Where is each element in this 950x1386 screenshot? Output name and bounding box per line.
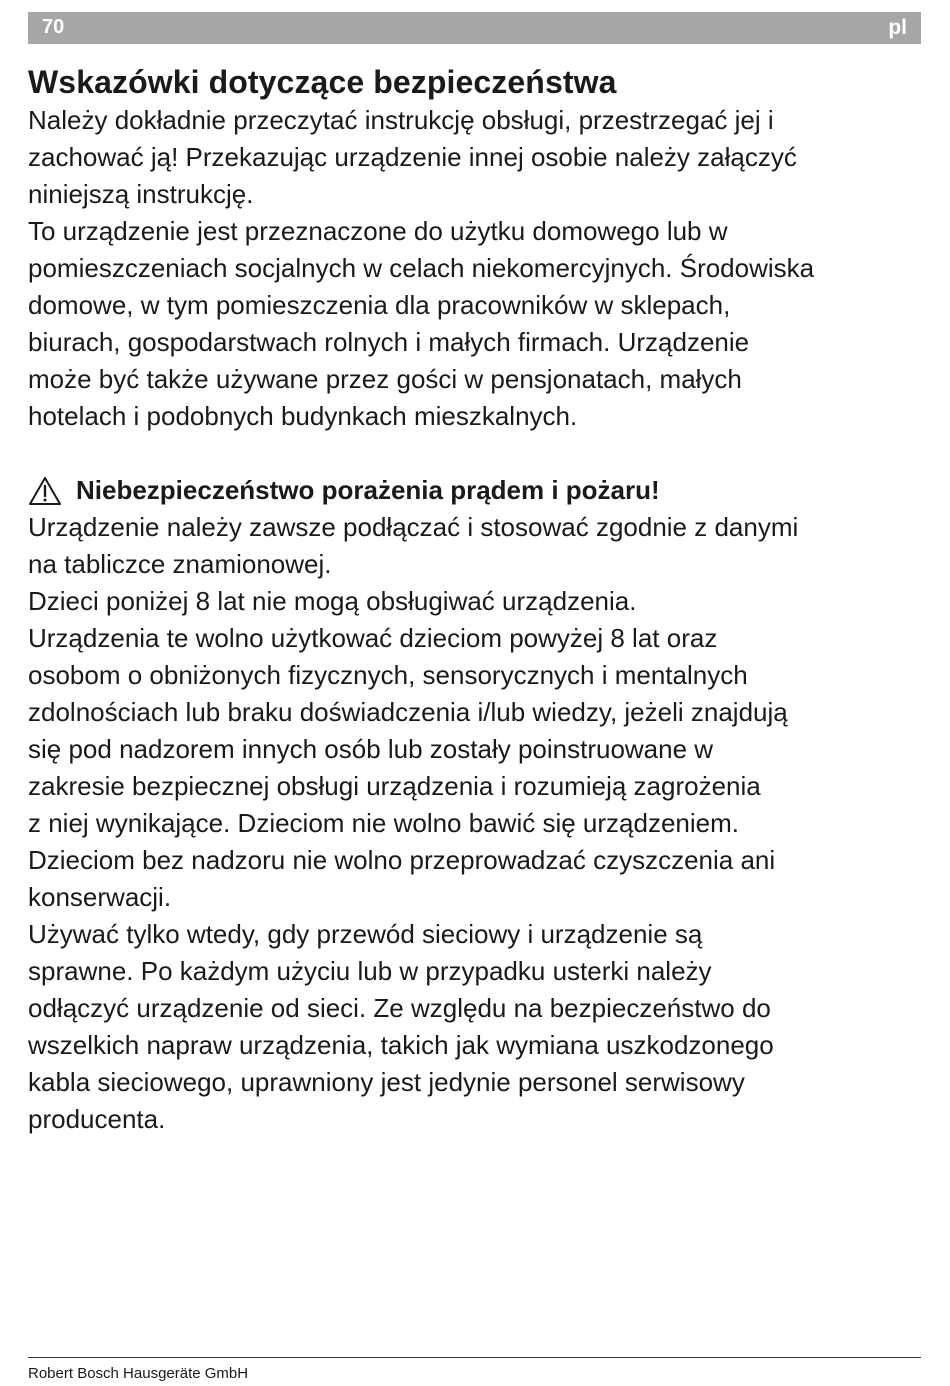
text-line: pomieszczeniach socjalnych w celach niekomercyjnych. Środowiska <box>28 253 815 283</box>
main-content <box>28 62 928 1138</box>
warning-triangle-icon <box>28 476 62 506</box>
text-line: może być także używane przez gości w pensjonatach, małych <box>28 364 742 394</box>
text-line: zachować ją! Przekazując urządzenie innej osobie należy załączyć <box>28 142 797 172</box>
text-line: wszelkich napraw urządzenia, takich jak wymiana uszkodzonego <box>28 1030 774 1060</box>
text-line: na tabliczce znamionowej. <box>28 549 332 579</box>
language-code: pl <box>888 16 907 39</box>
section-spacer <box>28 435 928 472</box>
text-line: sprawne. Po każdym użyciu lub w przypadku usterki należy <box>28 956 712 986</box>
text-line: osobom o obniżonych fizycznych, sensorycznych i mentalnych <box>28 660 748 690</box>
text-line: To urządzenie jest przeznaczone do użytku domowego lub w <box>28 216 728 246</box>
text-line: zakresie bezpiecznej obsługi urządzenia i rozumieją zagrożenia <box>28 771 761 801</box>
text-line: zdolnościach lub braku doświadczenia i/lub wiedzy, jeżeli znajdują <box>28 697 788 727</box>
text-line: Dzieci poniżej 8 lat nie mogą obsługiwać urządzenia. <box>28 586 637 616</box>
text-line: Należy dokładnie przeczytać instrukcję obsługi, przestrzegać jej i <box>28 105 774 135</box>
header-bar <box>28 12 921 44</box>
page-title: Wskazówki dotyczące bezpieczeństwa <box>28 64 617 100</box>
text-line: Urządzenie należy zawsze podłączać i stosować zgodnie z danymi <box>28 512 799 542</box>
footer-divider <box>28 1357 921 1358</box>
text-line: Używać tylko wtedy, gdy przewód sieciowy i urządzenie są <box>28 919 703 949</box>
text-line: Dzieciom bez nadzoru nie wolno przeprowadzać czyszczenia ani <box>28 845 776 875</box>
text-line: odłączyć urządzenie od sieci. Ze względu na bezpieczeństwo do <box>28 993 771 1023</box>
text-line: hotelach i podobnych budynkach mieszkalnych. <box>28 401 578 431</box>
footer-company: Robert Bosch Hausgeräte GmbH <box>28 1365 249 1382</box>
text-line: Urządzenia te wolno użytkować dzieciom powyżej 8 lat oraz <box>28 623 718 653</box>
warning-heading <box>28 472 928 509</box>
text-line: producenta. <box>28 1104 166 1134</box>
warning-title: Niebezpieczeństwo porażenia prądem i pożaru! <box>76 475 660 505</box>
text-line: niniejszą instrukcję. <box>28 179 254 209</box>
intro-paragraph <box>28 102 928 435</box>
text-line: z niej wynikające. Dzieciom nie wolno bawić się urządzeniem. <box>28 808 739 838</box>
text-line: domowe, w tym pomieszczenia dla pracowników w sklepach, <box>28 290 731 320</box>
text-line: konserwacji. <box>28 882 172 912</box>
page-number: 70 <box>42 16 65 38</box>
text-line: kabla sieciowego, uprawniony jest jedynie personel serwisowy <box>28 1067 745 1097</box>
warning-paragraph <box>28 509 928 1138</box>
text-line: się pod nadzorem innych osób lub zostały poinstruowane w <box>28 734 714 764</box>
text-line: biurach, gospodarstwach rolnych i małych firmach. Urządzenie <box>28 327 750 357</box>
